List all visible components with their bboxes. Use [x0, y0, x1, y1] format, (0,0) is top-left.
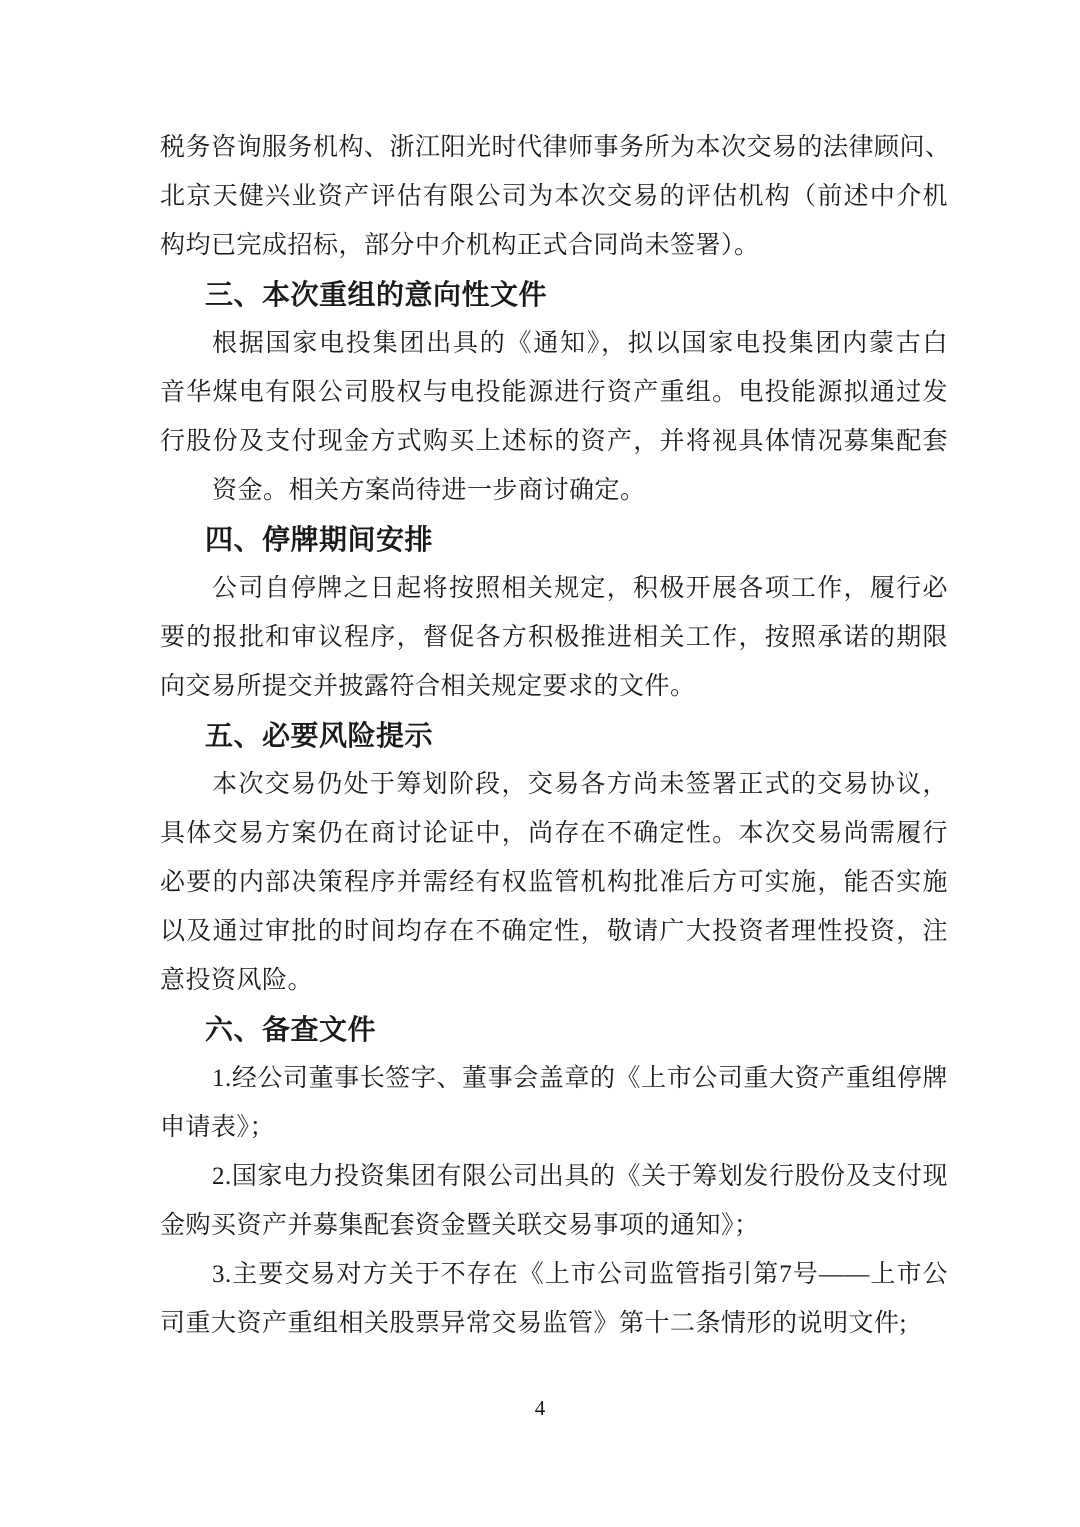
text-line: 意投资风险。 [160, 967, 314, 994]
text-line: 要的报批和审议程序，督促各方积极推进相关工作，按照承诺的期限 [160, 624, 948, 651]
text-line: 3.主要交易对方关于不存在《上市公司监管指引第7号——上市公 [212, 1261, 948, 1288]
text-line: 1.经公司董事长签字、董事会盖章的《上市公司重大资产重组停牌 [212, 1065, 948, 1092]
text-line: 行股份及支付现金方式购买上述标的资产，并将视具体情况募集配套 [160, 428, 948, 455]
text-line: 税务咨询服务机构、浙江阳光时代律师事务所为本次交易的法律顾问、 [160, 134, 951, 161]
text-line: 资金。相关方案尚待进一步商讨确定。 [212, 477, 646, 504]
text-line: 根据国家电投集团出具的《通知》，拟以国家电投集团内蒙古白 [212, 330, 948, 357]
text-line: 司重大资产重组相关股票异常交易监管》第十二条情形的说明文件; [160, 1310, 907, 1337]
text-line: 必要的内部决策程序并需经有权监管机构批准后方可实施，能否实施 [160, 869, 948, 896]
text-line: 金购买资产并募集配套资金暨关联交易事项的通知》； [160, 1212, 760, 1239]
document-body [160, 123, 951, 1348]
text-line: 2.国家电力投资集团有限公司出具的《关于筹划发行股份及支付现 [212, 1163, 948, 1190]
text-line: 公司自停牌之日起将按照相关规定，积极开展各项工作，履行必 [212, 575, 948, 602]
text-line: 构均已完成招标，部分中介机构正式合同尚未签署）。 [160, 232, 760, 259]
text-line: 申请表》； [160, 1114, 276, 1141]
text-line: 具体交易方案仍在商讨论证中，尚存在不确定性。本次交易尚需履行 [160, 820, 948, 847]
heading-section-4: 四、停牌期间安排 [205, 524, 434, 555]
text-line: 以及通过审批的时间均存在不确定性，敬请广大投资者理性投资，注 [160, 918, 948, 945]
text-line: 向交易所提交并披露符合相关规定要求的文件。 [160, 673, 696, 700]
heading-section-6: 六、备查文件 [205, 1014, 377, 1045]
text-line: 北京天健兴业资产评估有限公司为本次交易的评估机构（前述中介机 [160, 183, 948, 210]
heading-section-5: 五、必要风险提示 [205, 720, 434, 751]
text-line: 本次交易仍处于筹划阶段，交易各方尚未签署正式的交易协议， [212, 771, 948, 798]
page-number: 4 [534, 1396, 546, 1420]
text-line: 音华煤电有限公司股权与电投能源进行资产重组。电投能源拟通过发 [160, 379, 948, 406]
heading-section-3: 三、本次重组的意向性文件 [205, 279, 548, 310]
